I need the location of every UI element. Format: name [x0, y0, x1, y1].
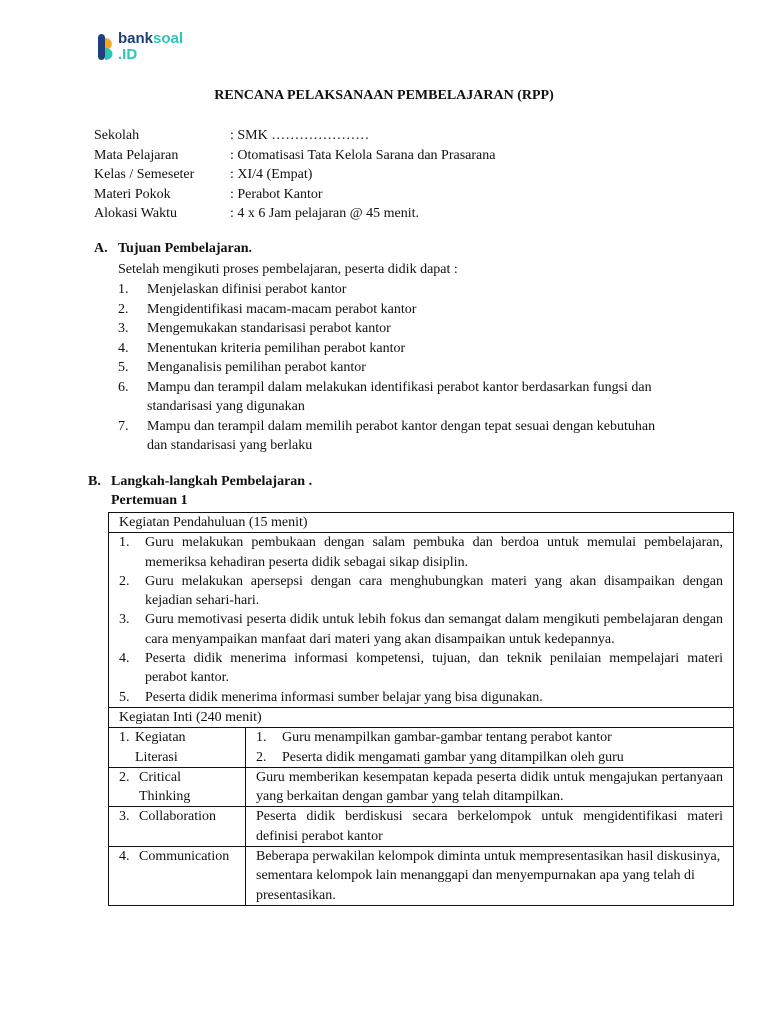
list-item: 3. Guru memotivasi peserta didik untuk lebih fokus dan semangat dalam mengikuti pembelajaran dengan cara menyampaikan manfaat dari materi yang akan disampaikan untuk kedepannya.: [119, 612, 723, 647]
logo-subtitle: .ID: [118, 46, 138, 63]
list-item: 2. Mengidentifikasi macam-macam perabot kantor: [118, 301, 417, 317]
activity-label: Collaboration: [139, 809, 216, 825]
section-b-heading: Langkah-langkah Pembelajaran .: [111, 474, 313, 489]
section-a-intro: Setelah mengikuti proses pembelajaran, peserta didik dapat :: [118, 262, 458, 277]
table-row: [109, 533, 734, 708]
table-row: 2. Critical Thinking Guru memberikan kesempatan kepada peserta didik untuk mengajukan pertanyaan yang berkaitan dengan gambar yang telah ditampilkan.: [109, 767, 734, 807]
document-title: RENCANA PELAKSANAAN PEMBELAJARAN (RPP): [214, 88, 554, 103]
activity-text: Peserta didik berdiskusi secara berkelompok untuk mengidentifikasi materi definisi perabot kantor: [246, 807, 734, 847]
meeting-title: Pertemuan 1: [111, 493, 188, 508]
logo-mark-icon: [96, 30, 116, 64]
activity-label: Communication: [139, 849, 230, 865]
activity-text: Guru memberikan kesempatan kepada peserta didik untuk mengajukan pertanyaan yang berkaitan dengan gambar yang telah ditampilkan.: [246, 767, 734, 807]
table-row: 4. Communication Beberapa perwakilan kelompok diminta untuk mempresentasikan hasil diskusinya, sementara kelompok lain menanggapi dan menyempurnakan apa yang telah di presentasikan.: [109, 847, 734, 906]
section-a-heading: Tujuan Pembelajaran.: [118, 241, 253, 256]
list-item: 4. Menentukan kriteria pemilihan perabot kantor: [118, 340, 406, 356]
list-item: 2. Guru melakukan apersepsi dengan cara menghubungkan materi yang akan disampaikan dengan kejadian sehari-hari.: [119, 573, 723, 609]
activity-label: Critical Thinking: [139, 769, 191, 805]
table-row: [109, 707, 734, 727]
activities-table: [108, 512, 734, 906]
list-item: 5. Menganalisis pemilihan perabot kantor: [118, 360, 366, 375]
list-item: 1. Guru melakukan pembukaan dengan salam pembuka dan berdoa untuk memulai pembelajaran, memeriksa kehadiran peserta didik sebagai sikap disiplin.: [119, 535, 723, 570]
inti-title: Kegiatan Inti (240 menit): [109, 707, 734, 727]
objectives-list: [118, 280, 658, 456]
table-row: 1. Kegiatan Literasi 1. Guru menampilkan gambar-gambar tentang perabot kantor 2. Peserta didik mengamati gambar yang ditampilkan oleh guru: [109, 728, 734, 768]
list-item: 2. Peserta didik mengamati gambar yang ditampilkan oleh guru: [256, 749, 624, 765]
section-a-letter: A.: [94, 241, 108, 256]
list-item: 3. Mengemukakan standarisasi perabot kantor: [118, 321, 391, 336]
activity-label: Kegiatan Literasi: [135, 730, 186, 765]
section-b-letter: B.: [88, 474, 101, 489]
list-item: 6. Mampu dan terampil dalam melakukan identifikasi perabot kantor berdasarkan fungsi dan standarisasi yang digunakan: [118, 379, 652, 414]
pendahuluan-title: Kegiatan Pendahuluan (15 menit): [109, 513, 734, 533]
list-item: 5. Peserta didik menerima informasi sumber belajar yang bisa digunakan.: [119, 689, 543, 705]
list-item: 4. Peserta didik menerima informasi kompetensi, tujuan, dan teknik penilaian mempelajari materi perabot kantor.: [119, 651, 723, 686]
list-item: 1. Guru menampilkan gambar-gambar tentang perabot kantor: [256, 730, 612, 746]
list-item: 7. Mampu dan terampil dalam memilih perabot kantor dengan tepat sesuai dengan kebutuhan dan standarisasi yang berlaku: [118, 418, 656, 453]
table-row: [109, 513, 734, 533]
list-item: 1. Menjelaskan difinisi perabot kantor: [118, 282, 347, 297]
activity-text: Beberapa perwakilan kelompok diminta untuk mempresentasikan hasil diskusinya, sementara kelompok lain menanggapi dan menyempurnakan apa yang telah di presentasikan.: [246, 847, 734, 906]
table-row: 3. Collaboration Peserta didik berdiskusi secara berkelompok untuk mengidentifikasi materi definisi perabot kantor: [109, 807, 734, 847]
logo-wordmark: banksoal: [118, 30, 184, 47]
